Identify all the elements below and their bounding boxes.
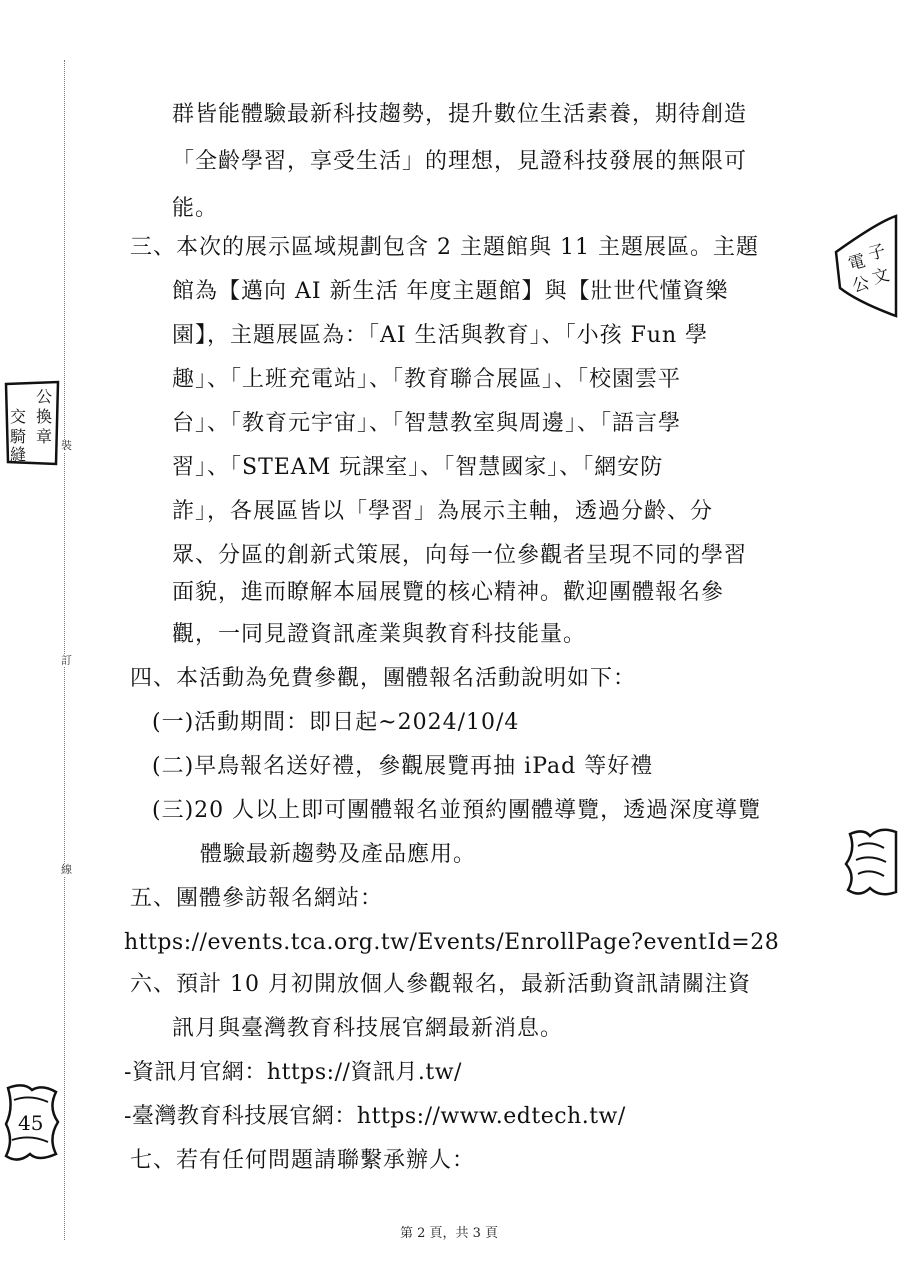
svg-text:文: 文 — [870, 265, 892, 289]
page-number-seal-text: 45 — [18, 1111, 44, 1135]
page-footer: 第 2 頁，共 3 頁 — [399, 1226, 499, 1241]
page-number-seal — [2, 1082, 62, 1164]
binding-char-ding: 訂 — [61, 654, 72, 667]
svg-text:換: 換 — [36, 407, 53, 426]
text-line-9: 習」、「STEAM 玩課室」、「智慧國家」、「網安防 — [172, 455, 664, 480]
text-line-12: 面貌，進而瞭解本屆展覽的核心精神。歡迎團體報名參 — [172, 580, 725, 605]
text-line-8: 台」、「教育元宇宙」、「智慧教室與周邊」、「語言學 — [172, 411, 682, 436]
text-line-13: 觀，一同見證資訊產業與教育科技能量。 — [172, 622, 587, 647]
binding-dotted-line — [64, 60, 65, 1240]
section-five-heading: 五、團體參訪報名網站： — [130, 886, 384, 911]
svg-text:章: 章 — [36, 427, 53, 446]
text-line-10: 詐」，各展區皆以「學習」為展示主軸，透過分齡、分 — [172, 499, 714, 524]
svg-text:電: 電 — [846, 251, 868, 275]
text-line-3: 能。 — [172, 196, 219, 221]
binding-char-xian: 線 — [61, 863, 72, 876]
text-line-6: 園】，主題展區為：「AI 生活與教育」、「小孩 Fun 學 — [172, 323, 709, 348]
svg-text:騎: 騎 — [10, 427, 27, 446]
svg-text:子: 子 — [866, 241, 888, 265]
text-line-22: 訊月與臺灣教育科技展官網最新消息。 — [172, 1016, 564, 1041]
item-two: (二)早鳥報名送好禮，參觀展覽再抽 iPad 等好禮 — [152, 754, 654, 779]
section-three-heading: 三、本次的展示區域規劃包含 2 主題館與 11 主題展區。主題 — [130, 235, 759, 260]
item-three: (三)20 人以上即可團體報名並預約團體導覽，透過深度導覽 — [152, 798, 762, 823]
item-one: (一)活動期間：即日起~2024/10/4 — [152, 710, 520, 735]
itmonth-site-link[interactable]: -資訊月官網：https://資訊月.tw/ — [124, 1060, 462, 1085]
edtech-site-link[interactable]: -臺灣教育科技展官網：https://www.edtech.tw/ — [124, 1104, 626, 1129]
registration-url-link[interactable]: https://events.tca.org.tw/Events/EnrollPage?eventId=28 — [124, 930, 780, 955]
svg-text:公: 公 — [850, 273, 872, 297]
section-six-heading: 六、預計 10 月初開放個人參觀報名，最新活動資訊請關注資 — [130, 972, 751, 997]
svg-text:交: 交 — [10, 407, 27, 426]
svg-text:縫: 縫 — [10, 445, 27, 464]
right-wavy-seal — [840, 826, 898, 898]
item-three-continued: 體驗最新趨勢及產品應用。 — [200, 842, 477, 867]
svg-text:公: 公 — [36, 387, 53, 406]
text-line-1: 群皆能體驗最新科技趨勢，提升數位生活素養，期待創造 — [172, 102, 748, 127]
text-line-7: 趣」、「上班充電站」、「教育聯合展區」、「校園雲平 — [172, 367, 682, 392]
text-line-11: 眾、分區的創新式策展，向每一位參觀者呈現不同的學習 — [172, 543, 748, 568]
left-seal-stamp — [2, 378, 62, 468]
right-seal-stamp — [818, 212, 898, 322]
section-seven-heading: 七、若有任何問題請聯繫承辦人： — [130, 1148, 476, 1173]
section-four-heading: 四、本活動為免費參觀，團體報名活動說明如下： — [130, 666, 637, 691]
text-line-5: 館為【邁向 AI 新生活 年度主題館】與【壯世代懂資樂 — [172, 279, 729, 304]
text-line-2: 「全齡學習，享受生活」的理想，見證科技發展的無限可 — [172, 149, 748, 174]
binding-char-zhuang: 裝 — [61, 439, 72, 452]
